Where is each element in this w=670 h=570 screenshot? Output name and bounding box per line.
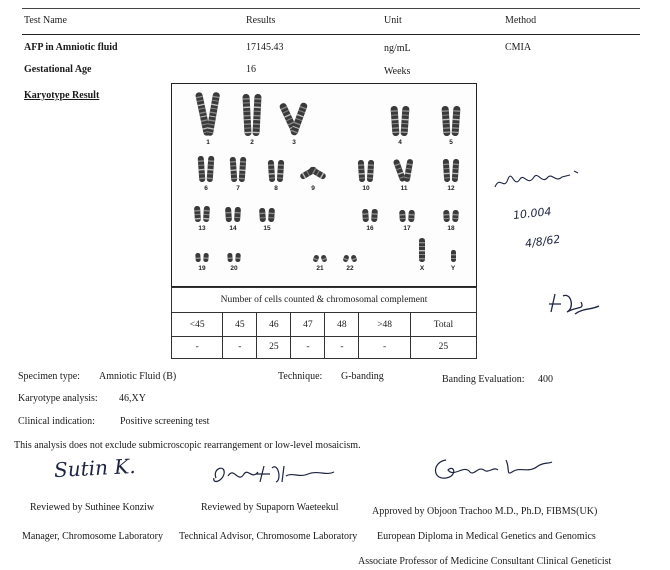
chromosome-label: 12 (447, 185, 455, 192)
chromosome (443, 210, 450, 222)
chromosome-label: 11 (400, 185, 408, 192)
karyotype-analysis-label: Karyotype analysis: (18, 393, 98, 404)
handwritten-initials-scribble (490, 165, 580, 195)
title-associate-professor: Associate Professor of Medicine Consultant Clinical Geneticist (358, 556, 612, 567)
chromosome-label: 18 (447, 225, 455, 232)
chromosome-label: 7 (236, 185, 240, 192)
count-value-cell: - (291, 336, 325, 358)
row-ga-result: 16 (246, 64, 256, 75)
chromosome-label: X (419, 265, 425, 272)
row-ga-unit: Weeks (384, 66, 411, 77)
row-afp-name: AFP in Amniotic fluid (24, 42, 118, 53)
chromosome-label: 13 (198, 225, 206, 232)
chromosome (451, 250, 456, 262)
count-header-cell: 48 (325, 313, 359, 336)
karyogram-svg (172, 84, 476, 286)
chromosome (277, 160, 285, 182)
banding-evaluation-value: 400 (538, 374, 553, 385)
count-header-cell: Total (410, 313, 476, 336)
chromosome (399, 210, 406, 222)
chromosome (452, 210, 459, 222)
chromosome-label: 10 (362, 185, 370, 192)
chromosome (203, 253, 209, 262)
chromosome-label: 6 (204, 185, 208, 192)
header-results: Results (246, 15, 276, 26)
reviewer-suthinee: Reviewed by Suthinee Konziw (30, 502, 155, 513)
banding-evaluation-label: Banding Evaluation: (442, 374, 525, 385)
chromosome (206, 92, 221, 137)
chromosome (207, 156, 215, 182)
chromosome (203, 206, 210, 222)
count-value-cell: - (223, 336, 257, 358)
chromosome-label: 1 (206, 139, 210, 146)
chromosome (194, 206, 201, 222)
row-afp-method: CMIA (505, 42, 532, 53)
cell-count-title: Number of cells counted & chromosomal complement (172, 288, 477, 313)
handwritten-signature-mark (545, 288, 605, 322)
title-european-diploma: European Diploma in Medical Genetics and Genomics (377, 531, 596, 542)
chromosome-label: 14 (229, 225, 237, 232)
chromosome (404, 159, 414, 183)
chromosome (268, 208, 275, 222)
count-value-cell: - (325, 336, 359, 358)
header-rule (22, 34, 640, 35)
chromosome (235, 253, 241, 262)
handwritten-number: 10.004 (512, 205, 553, 222)
chromosome (312, 254, 319, 262)
count-header-cell: 45 (223, 313, 257, 336)
chromosome (419, 238, 425, 262)
disclaimer-text: This analysis does not exclude submicroscopic rearrangement or low-level mosaicism. (14, 440, 361, 451)
row-afp-unit: ng/mL (384, 43, 411, 54)
title-technical-advisor: Technical Advisor, Chromosome Laboratory (179, 531, 358, 542)
chromosome (242, 94, 251, 136)
technique-value: G-banding (341, 371, 384, 382)
row-afp-result: 17145.43 (246, 42, 284, 53)
chromosome (371, 209, 378, 222)
row-ga-name: Gestational Age (24, 64, 92, 75)
count-value-cell: - (359, 336, 410, 358)
karyotype-analysis-value: 46,XY (119, 393, 146, 404)
chromosome-label: 3 (292, 139, 296, 146)
count-header-cell: 46 (257, 313, 291, 336)
chromosome (225, 207, 232, 222)
chromosome (234, 207, 241, 222)
handwritten-date: 4/8/62 (524, 232, 562, 251)
signature-supaporn (208, 458, 338, 492)
chromosome (252, 94, 261, 136)
chromosome (320, 254, 327, 262)
chromosome (268, 160, 276, 182)
chromosome-label: 16 (366, 225, 374, 232)
header-test-name: Test Name (24, 15, 67, 26)
chromosome (408, 210, 415, 222)
top-rule (22, 8, 640, 9)
chromosome-label: 4 (398, 139, 402, 146)
count-header-cell: 47 (291, 313, 325, 336)
karyogram-image (171, 83, 477, 287)
chromosome (452, 159, 460, 182)
specimen-type-label: Specimen type: (18, 371, 80, 382)
count-header-cell: <45 (172, 313, 223, 336)
chromosome (441, 106, 450, 136)
clinical-indication-label: Clinical indication: (18, 416, 95, 427)
chromosome (239, 157, 247, 182)
chromosome (358, 160, 366, 182)
chromosome-label: 20 (230, 265, 238, 272)
chromosome-label: 9 (311, 185, 315, 192)
chromosome (451, 106, 460, 136)
count-header-cell: >48 (359, 313, 410, 336)
chromosome-label: 22 (346, 265, 354, 272)
chromosome (350, 254, 357, 262)
header-unit: Unit (384, 15, 402, 26)
cell-count-table (171, 287, 477, 359)
chromosome (230, 157, 238, 182)
chromosome (390, 106, 399, 136)
chromosome (227, 253, 233, 262)
chromosome (362, 209, 369, 222)
signature-objoon (428, 452, 558, 486)
chromosome-label: 2 (250, 139, 254, 146)
clinical-indication-value: Positive screening test (120, 416, 210, 427)
chromosome-label: 8 (274, 185, 278, 192)
chromosome (400, 106, 409, 136)
specimen-type-value: Amniotic Fluid (B) (99, 371, 177, 382)
chromosome-label: 17 (403, 225, 411, 232)
chromosome (195, 253, 201, 262)
chromosome (198, 156, 206, 182)
chromosome (443, 159, 451, 182)
signature-suthinee: Sutin K. (53, 453, 137, 483)
approver-objoon: Approved by Objoon Trachoo M.D., Ph.D, FIBMS(UK) (372, 506, 598, 517)
chromosome (259, 208, 266, 222)
chromosome-label: 21 (316, 265, 324, 272)
chromosome-label: 19 (198, 265, 206, 272)
chromosome (367, 160, 375, 182)
count-value-cell: 25 (410, 336, 476, 358)
reviewer-supaporn: Reviewed by Supaporn Waeteekul (201, 502, 339, 513)
title-manager: Manager, Chromosome Laboratory (22, 531, 163, 542)
karyotype-result-label: Karyotype Result (24, 90, 100, 101)
count-value-cell: - (172, 336, 223, 358)
chromosome-label: 15 (263, 225, 271, 232)
header-method: Method (505, 15, 537, 26)
count-value-cell: 25 (257, 336, 291, 358)
chromosome-label: 5 (449, 139, 453, 146)
chromosome-label: Y (450, 265, 456, 272)
technique-label: Technique: (278, 371, 323, 382)
chromosome (342, 254, 349, 262)
